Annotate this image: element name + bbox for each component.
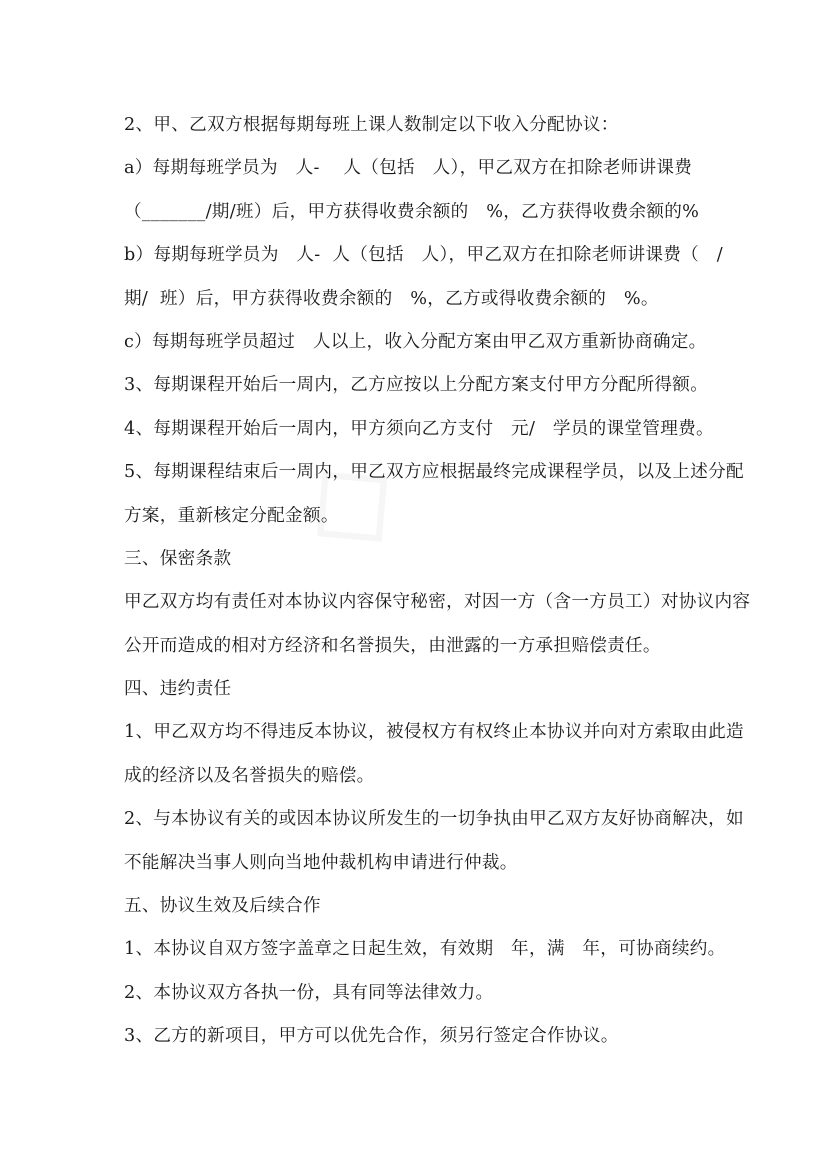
text-line: 3、乙方的新项目，甲方可以优先合作，须另行签定合作协议。 xyxy=(124,1026,619,1047)
text-line: 1、本协议自双方签字盖章之日起生效，有效期 年，满 年，可协商续约。 xyxy=(124,939,726,960)
text-line: 公开而造成的相对方经济和名誉损失，由泄露的一方承担赔偿责任。 xyxy=(124,635,661,656)
text-line: 三、保密条款 xyxy=(124,548,232,569)
text-line: 2、甲、乙双方根据每期每班上课人数制定以下收入分配协议： xyxy=(124,115,619,135)
text-line: 四、违约责任 xyxy=(124,679,232,700)
document-body xyxy=(124,110,751,1065)
text-line: 2、与本协议有关的或因本协议所发生的一切争执由甲乙双方友好协商解决，如 xyxy=(124,809,744,830)
text-line: c）每期每班学员超过 人以上，收入分配方案由甲乙双方重新协商确定。 xyxy=(124,331,707,352)
text-line: 1、甲乙双方均不得违反本协议，被侵权方有权终止本协议并向对方索取由此造 xyxy=(124,722,744,743)
text-line: 5、每期课程结束后一周内，甲乙双方应根据最终完成课程学员，以及上述分配 xyxy=(124,462,744,483)
text-line: b）每期每班学员为 人- 人（包括 人），甲乙双方在扣除老师讲课费（ / xyxy=(124,245,723,266)
text-line: 甲乙双方均有责任对本协议内容保守秘密，对因一方（含一方员工）对协议内容 xyxy=(124,592,751,613)
text-line: a）每期每班学员为 人- 人（包括 人），甲乙双方在扣除老师讲课费 xyxy=(124,158,693,179)
text-line: （_______/期/班）后，甲方获得收费余额的 %，乙方获得收费余额的% xyxy=(124,201,700,222)
text-line: 3、每期课程开始后一周内，乙方应按以上分配方案支付甲方分配所得额。 xyxy=(124,375,709,396)
text-line: 不能解决当事人则向当地仲裁机构申请进行仲裁。 xyxy=(124,852,518,873)
text-line: 成的经济以及名誉损失的赔偿。 xyxy=(124,765,375,786)
text-line: 4、每期课程开始后一周内，甲方须向乙方支付 元/ 学员的课堂管理费。 xyxy=(124,418,714,439)
text-line: 2、本协议双方各执一份，具有同等法律效力。 xyxy=(124,982,494,1003)
text-line: 方案，重新核定分配金额。 xyxy=(124,505,339,526)
text-line: 五、协议生效及后续合作 xyxy=(124,896,321,917)
text-line: 期/ 班）后，甲方获得收费余额的 %，乙方或得收费余额的 %。 xyxy=(124,288,659,309)
